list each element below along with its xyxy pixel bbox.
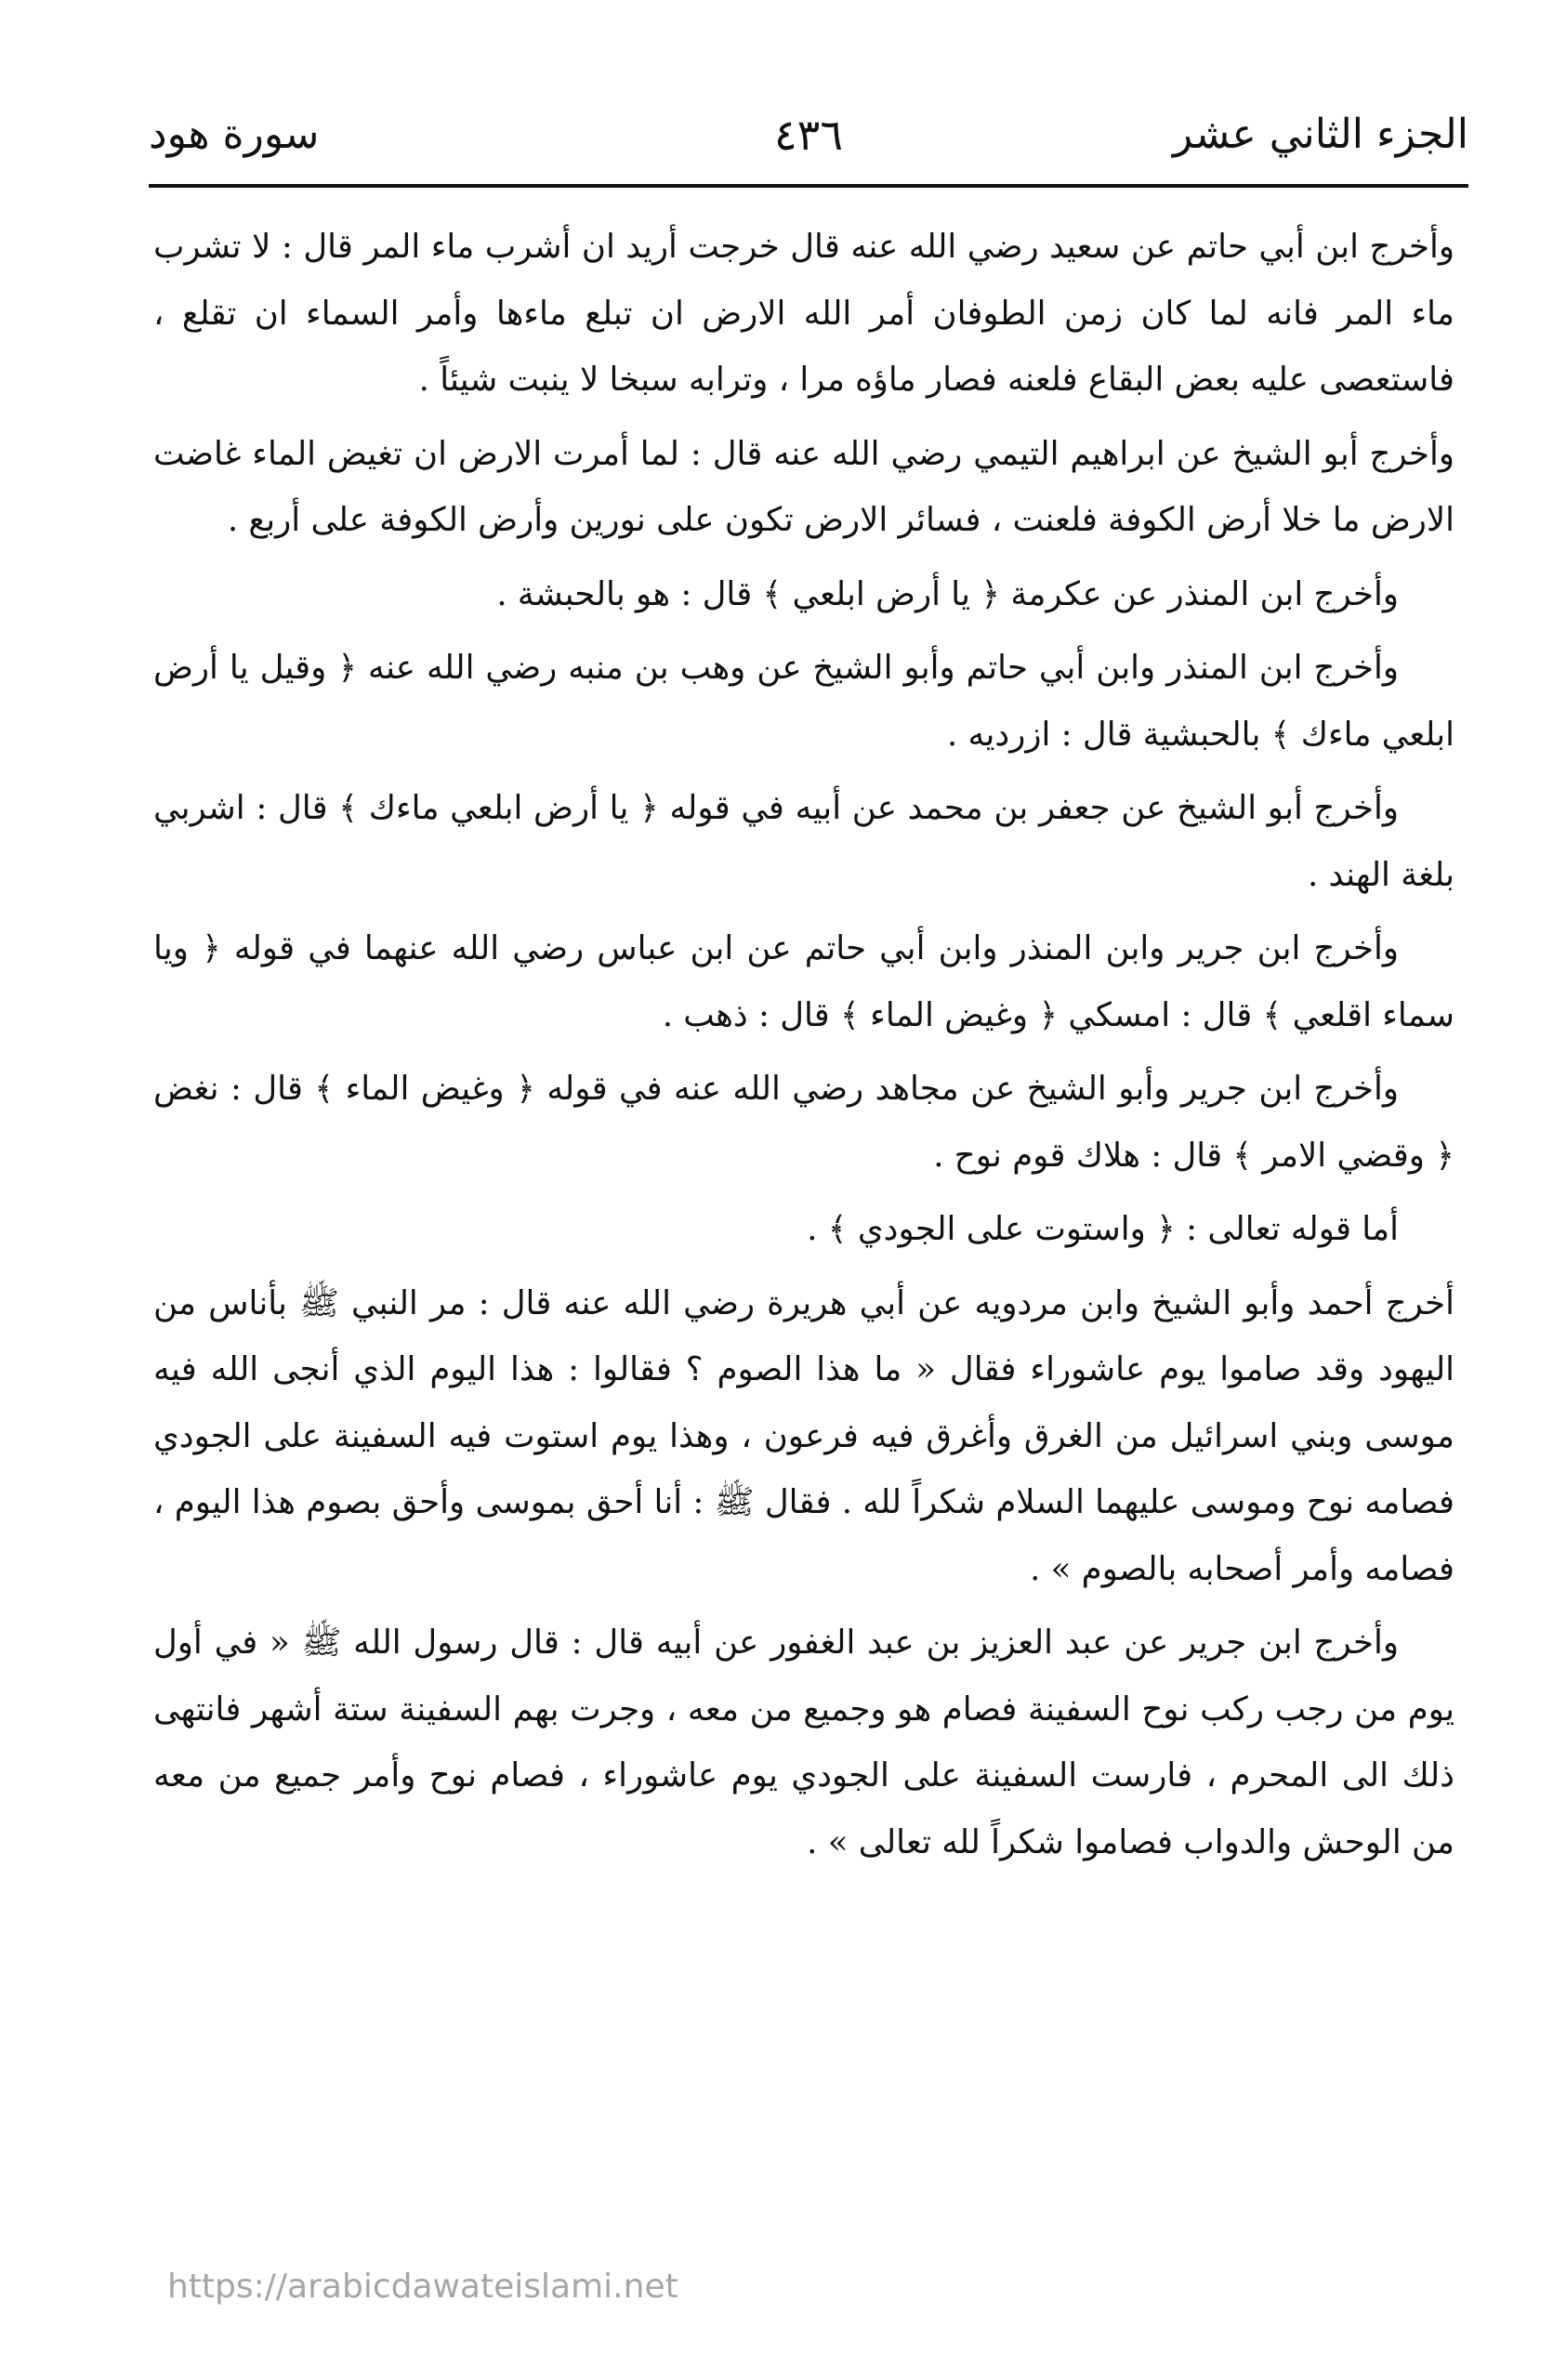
header-divider — [149, 184, 1468, 188]
page-header — [149, 88, 1468, 181]
paragraph-10: وأخرج ابن جرير عن عبد العزيز بن عبد الغفور عن أبيه قال : قال رسول الله ﷺ « في أول يوم من رجب ركب نوح السفينة فصام هو وجميع من معه ، وجرت بهم السفينة ستة أشهر فانتهى ذلك الى المحرم ، فارست السفينة على الجودي يوم عاشوراء ، فصام نوح وأمر جميع من معه من الوحش والدواب فصاموا شكراً لله تعالى » . — [153, 1624, 1454, 1861]
paragraph-7: وأخرج ابن جرير وأبو الشيخ عن مجاهد رضي الله عنه في قوله ﴿ وغيض الماء ﴾ قال : نغض ﴿ وقضي الامر ﴾ قال : هلاك قوم نوح . — [153, 1070, 1454, 1175]
volume-label: الجزء الثاني عشر — [1173, 111, 1468, 158]
paragraph-5: وأخرج أبو الشيخ عن جعفر بن محمد عن أبيه في قوله ﴿ يا أرض ابلعي ماءك ﴾ قال : اشربي بلغة الهند . — [153, 789, 1454, 894]
surah-label: سورة هود — [149, 111, 320, 158]
paragraph-3: وأخرج ابن المنذر عن عكرمة ﴿ يا أرض ابلعي ﴾ قال : هو بالحبشة . — [496, 574, 1399, 613]
paragraph-4: وأخرج ابن المنذر وابن أبي حاتم وأبو الشيخ عن وهب بن منبه رضي الله عنه ﴿ وقيل يا أرض ابلعي ماءك ﴾ بالحبشية قال : ازرديه . — [153, 649, 1454, 754]
page-number: ٤٣٦ — [773, 110, 844, 160]
paragraph-2: وأخرج أبو الشيخ عن ابراهيم التيمي رضي الله عنه قال : لما أمرت الارض ان تغيض الماء غاضت الارض ما خلا أرض الكوفة فلعنت ، فسائر الارض تكون على نورين وأرض الكوفة على أربع . — [153, 434, 1454, 539]
paragraph-6: وأخرج ابن جرير وابن المنذر وابن أبي حاتم عن ابن عباس رضي الله عنهما في قوله ﴿ ويا سماء اقلعي ﴾ قال : امسكي ﴿ وغيض الماء ﴾ قال : ذهب . — [153, 929, 1454, 1034]
paragraph-9: أخرج أحمد وأبو الشيخ وابن مردويه عن أبي هريرة رضي الله عنه قال : مر النبي ﷺ بأناس من اليهود وقد صاموا يوم عاشوراء فقال « ما هذا الصوم ؟ فقالوا : هذا اليوم الذي أنجى الله فيه موسى وبني اسرائيل من الغرق وأغرق فيه فرعون ، وهذا يوم استوت فيه السفينة على الجودي فصامه نوح وموسى عليهما السلام شكراً لله . فقال ﷺ : أنا أحق بموسى وأحق بصوم هذا اليوم ، فصامه وأمر أصحابه بالصوم » . — [153, 1283, 1454, 1588]
paragraph-8: أما قوله تعالى : ﴿ واستوت على الجودي ﴾ . — [807, 1210, 1399, 1248]
page-body — [153, 214, 1454, 1883]
paragraph-1: وأخرج ابن أبي حاتم عن سعيد رضي الله عنه قال خرجت أريد ان أشرب ماء المر قال : لا تشرب ماء المر فانه لما كان زمن الطوفان أمر الله الارض ان تبلع ماءها وأمر السماء ان تقلع ، فاستعصى عليه بعض البقاع فلعنه فصار ماؤه مرا ، وترابه سبخا لا ينبت شيئاً . — [153, 228, 1454, 399]
watermark-url: https://arabicdawateislami.net — [167, 2268, 678, 2306]
